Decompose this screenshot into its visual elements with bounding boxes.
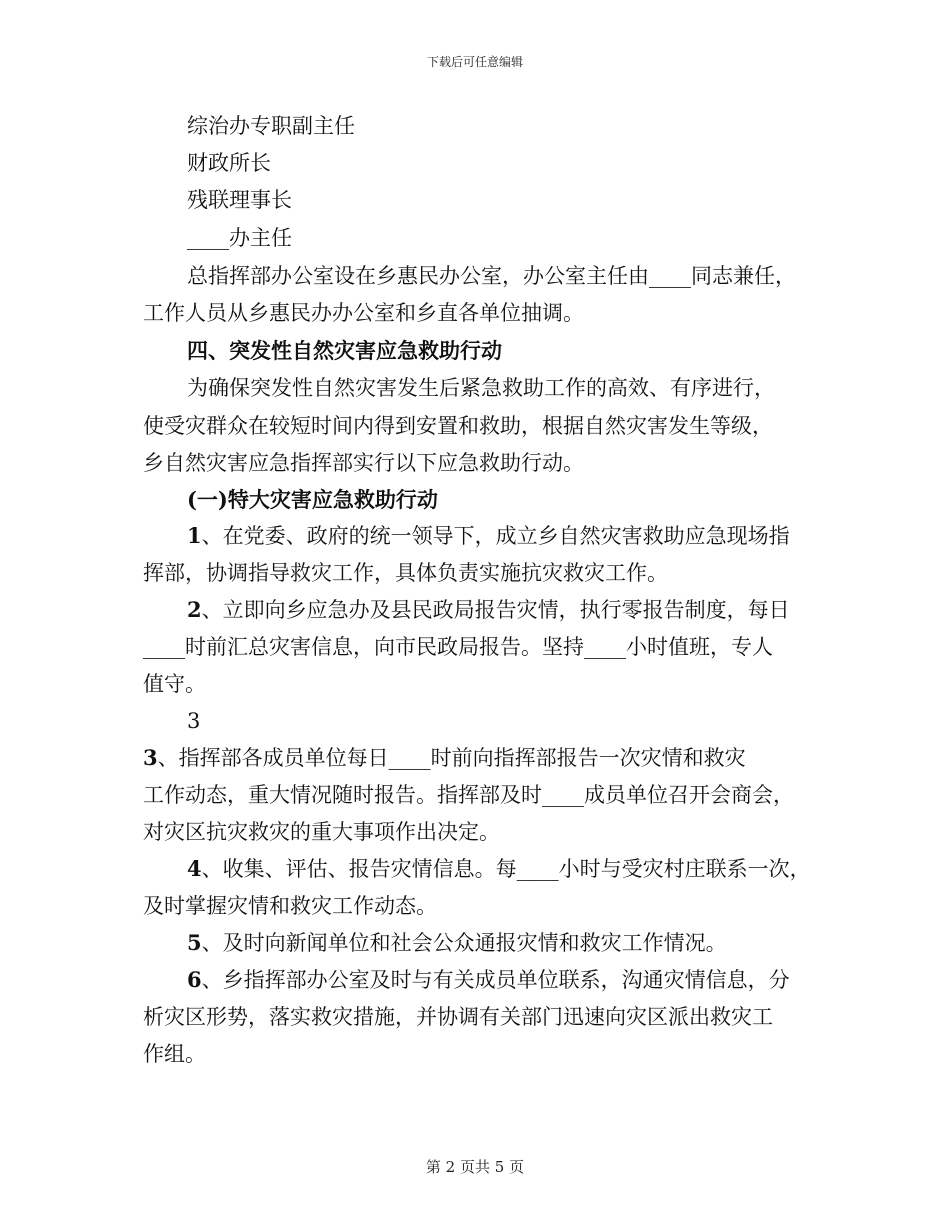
numbered-item-4	[187, 855, 811, 883]
subsection-heading: (一)特大灾害应急救助行动	[187, 487, 438, 512]
item-number: 4	[187, 856, 202, 881]
paragraph-line: 对灾区抗灾救灾的重大事项作出决定。	[143, 820, 500, 844]
page-marker: 3	[187, 709, 201, 733]
paragraph-line: 及时掌握灾情和救灾工作动态。	[143, 894, 437, 918]
item-number: 5	[187, 930, 202, 955]
paragraph-line: 析灾区形势，落实救灾措施，并协调有关部门迅速向灾区派出救灾工	[143, 1005, 773, 1029]
item-text: 、乡指挥部办公室及时与有关成员单位联系，沟通灾情信息，分	[201, 968, 790, 992]
numbered-item-3	[143, 744, 746, 772]
numbered-item-5	[187, 929, 727, 957]
list-item: ____办主任	[187, 226, 292, 250]
paragraph-line: 乡自然灾害应急指挥部实行以下应急救助行动。	[143, 451, 584, 475]
item-text: 、收集、评估、报告灾情信息。每____小时与受灾村庄联系一次，	[201, 857, 811, 881]
item-text: 、立即向乡应急办及县民政局报告灾情，执行零报告制度，每日	[201, 598, 790, 622]
item-text: 、指挥部各成员单位每日____时前向指挥部报告一次灾情和救灾	[157, 746, 746, 770]
list-item: 综治办专职副主任	[187, 114, 355, 138]
item-text: 、及时向新闻单位和社会公众通报灾情和救灾工作情况。	[201, 931, 727, 955]
paragraph-line: 总指挥部办公室设在乡惠民办公室，办公室主任由____同志兼任，	[187, 264, 796, 288]
page-footer: 第 2 页共 5 页	[425, 1158, 525, 1176]
header-note: 下载后可任意编辑	[426, 55, 523, 69]
numbered-item-2	[187, 596, 790, 624]
paragraph-line: 作组。	[143, 1042, 206, 1066]
paragraph-line: 工作人员从乡惠民办办公室和乡直各单位抽调。	[143, 301, 584, 325]
item-number: 1	[187, 523, 202, 548]
paragraph-line: 使受灾群众在较短时间内得到安置和救助，根据自然灾害发生等级，	[143, 414, 773, 438]
section-heading: 四、突发性自然灾害应急救助行动	[187, 338, 502, 363]
paragraph-line: 值守。	[143, 672, 206, 696]
item-text: 、在党委、政府的统一领导下，成立乡自然灾害救助应急现场指	[201, 524, 790, 548]
paragraph-line: 为确保突发性自然灾害发生后紧急救助工作的高效、有序进行，	[187, 376, 775, 400]
paragraph-line: 工作动态，重大情况随时报告。指挥部及时____成员单位召开会商会，	[143, 783, 794, 807]
item-number: 6	[187, 967, 202, 992]
paragraph-line: 挥部，协调指导救灾工作，具体负责实施抗灾救灾工作。	[143, 561, 668, 585]
list-item: 残联理事长	[187, 188, 292, 212]
numbered-item-6	[187, 966, 790, 994]
item-number: 2	[187, 597, 202, 622]
numbered-item-1	[187, 522, 790, 550]
paragraph-line: ____时前汇总灾害信息，向市民政局报告。坚持____小时值班，专人	[143, 635, 773, 659]
item-number: 3	[143, 745, 158, 770]
list-item: 财政所长	[187, 151, 271, 175]
